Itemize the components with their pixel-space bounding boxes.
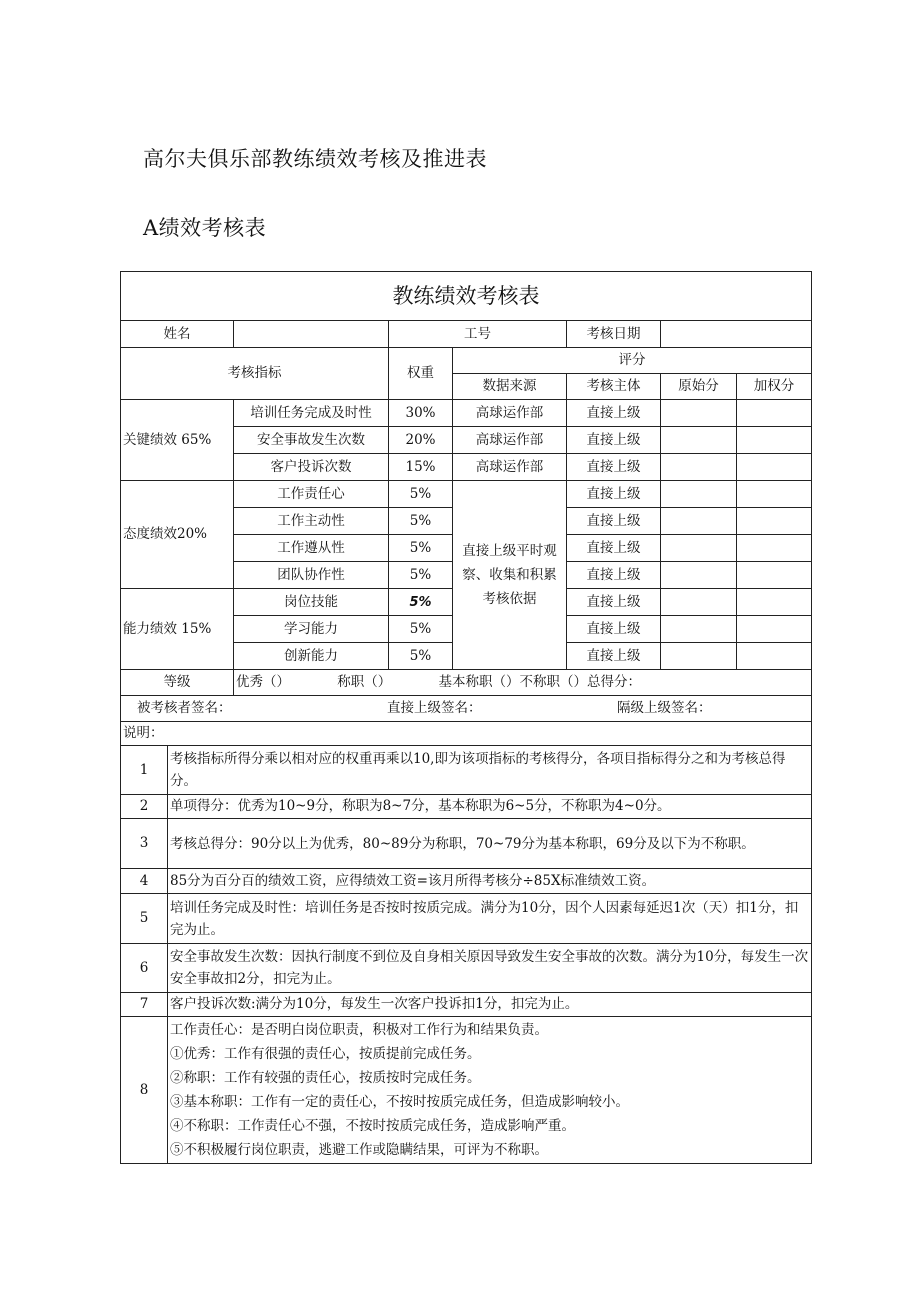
source-value: 高球运作部 — [453, 427, 567, 454]
weighted-score-cell[interactable] — [737, 562, 812, 589]
indicator-header: 考核指标 — [121, 348, 389, 400]
raw-score-cell[interactable] — [661, 562, 737, 589]
weighted-score-cell[interactable] — [737, 589, 812, 616]
source-value: 高球运作部 — [453, 400, 567, 427]
group-attitude-performance: 态度绩效20% — [121, 481, 234, 589]
weighted-score-cell[interactable] — [737, 535, 812, 562]
info-row — [121, 321, 812, 348]
subject-value: 直接上级 — [567, 427, 661, 454]
subject-value: 直接上级 — [567, 589, 661, 616]
note-text: 安全事故发生次数：因执行制度不到位及自身相关原因导致发生安全事故的次数。满分为10分，每发生一次安全事故扣2分，扣完为止。 — [168, 944, 812, 993]
weighted-score-cell[interactable] — [737, 508, 812, 535]
note-row — [121, 1017, 812, 1164]
indicator-item: 客户投诉次数 — [234, 454, 389, 481]
note-line: ⑤不积极履行岗位职责，逃避工作或隐瞒结果，可评为不称职。 — [170, 1142, 548, 1158]
raw-score-cell[interactable] — [661, 535, 737, 562]
weight-value: 20% — [389, 427, 453, 454]
group-key-performance: 关键绩效 65% — [121, 400, 234, 481]
section-title: A绩效考核表 — [143, 216, 267, 240]
grade-options[interactable]: 优秀（） 称职（） 基本称职（）不称职（）总得分： — [234, 670, 812, 696]
note-text: 考核总得分：90分以上为优秀，80~89分为称职，70~79分为基本称职，69分及以下为不称职。 — [168, 819, 812, 869]
weight-value: 15% — [389, 454, 453, 481]
weighted-score-cell[interactable] — [737, 427, 812, 454]
subject-value: 直接上级 — [567, 454, 661, 481]
note-text: 85分为百分百的绩效工资，应得绩效工资=该月所得考核分÷85X标准绩效工资。 — [168, 869, 812, 894]
group-ability-performance: 能力绩效 15% — [121, 589, 234, 670]
raw-score-header: 原始分 — [661, 374, 737, 400]
note-line: ④不称职：工作责任心不强，不按时按质完成任务，造成影响严重。 — [170, 1118, 575, 1134]
raw-score-cell[interactable] — [661, 508, 737, 535]
indicator-item: 岗位技能 — [234, 589, 389, 616]
assessment-date-field[interactable] — [661, 321, 812, 348]
note-number: 1 — [121, 746, 168, 795]
subject-value: 直接上级 — [567, 508, 661, 535]
note-line: 工作责任心：是否明白岗位职责，积极对工作行为和结果负责。 — [170, 1022, 548, 1038]
direct-supervisor-signature-label: 直接上级签名： — [387, 700, 482, 716]
indicator-item: 学习能力 — [234, 616, 389, 643]
header-row-1 — [121, 348, 812, 374]
weight-value: 5% — [389, 562, 453, 589]
table-caption: 教练绩效考核表 — [121, 272, 812, 321]
signature-row — [121, 696, 812, 722]
note-line: ③基本称职：工作有一定的责任心，不按时按质完成任务，但造成影响较小。 — [170, 1094, 629, 1110]
weight-value: 5% — [389, 481, 453, 508]
indicator-item: 团队协作性 — [234, 562, 389, 589]
indicator-item: 创新能力 — [234, 643, 389, 670]
indicator-item: 安全事故发生次数 — [234, 427, 389, 454]
subject-value: 直接上级 — [567, 616, 661, 643]
score-header: 评分 — [453, 348, 812, 374]
note-number: 2 — [121, 795, 168, 819]
note-number: 8 — [121, 1017, 168, 1164]
note-row — [121, 944, 812, 993]
weight-value: 5% — [389, 616, 453, 643]
weight-value: 5% — [389, 535, 453, 562]
subject-value: 直接上级 — [567, 562, 661, 589]
raw-score-cell[interactable] — [661, 481, 737, 508]
weighted-score-cell[interactable] — [737, 454, 812, 481]
weight-header: 权重 — [389, 348, 453, 400]
note-number: 7 — [121, 993, 168, 1017]
raw-score-cell[interactable] — [661, 454, 737, 481]
table-row — [121, 481, 812, 508]
note-row — [121, 795, 812, 819]
note-number: 5 — [121, 894, 168, 944]
note-text: 考核指标所得分乘以相对应的权重再乘以10,即为该项指标的考核得分，各项目指标得分之和为考核总得分。 — [168, 746, 812, 795]
raw-score-cell[interactable] — [661, 589, 737, 616]
subject-header: 考核主体 — [567, 374, 661, 400]
note-row — [121, 993, 812, 1017]
note-row — [121, 819, 812, 869]
indicator-item: 培训任务完成及时性 — [234, 400, 389, 427]
note-line: ①优秀：工作有很强的责任心，按质提前完成任务。 — [170, 1046, 481, 1062]
indicator-item: 工作遵从性 — [234, 535, 389, 562]
grade-row — [121, 670, 812, 696]
name-label: 姓名 — [121, 321, 234, 348]
name-field[interactable] — [234, 321, 389, 348]
raw-score-cell[interactable] — [661, 400, 737, 427]
note-row — [121, 869, 812, 894]
assessment-table-wrapper — [120, 271, 811, 1164]
subject-value: 直接上级 — [567, 481, 661, 508]
note-text: 单项得分：优秀为10~9分，称职为8~7分，基本称职为6~5分，不称职为4~0分。 — [168, 795, 812, 819]
document-title: 高尔夫俱乐部教练绩效考核及推进表 — [143, 147, 487, 171]
note-text: 客户投诉次数:满分为10分，每发生一次客户投诉扣1分，扣完为止。 — [168, 993, 812, 1017]
raw-score-cell[interactable] — [661, 427, 737, 454]
table-row — [121, 400, 812, 427]
weighted-score-cell[interactable] — [737, 400, 812, 427]
note-line: ②称职：工作有较强的责任心，按质按时完成任务。 — [170, 1070, 481, 1086]
assessee-signature-label: 被考核者签名： — [137, 700, 232, 716]
weight-value: 5% — [389, 643, 453, 670]
source-header: 数据来源 — [453, 374, 567, 400]
indicator-item: 工作主动性 — [234, 508, 389, 535]
employee-id-label: 工号 — [389, 321, 567, 348]
weighted-score-cell[interactable] — [737, 643, 812, 670]
note-row — [121, 746, 812, 795]
note-number: 3 — [121, 819, 168, 869]
raw-score-cell[interactable] — [661, 616, 737, 643]
note-text-multiline — [168, 1017, 812, 1164]
notes-label-row — [121, 722, 812, 746]
grade-label: 等级 — [121, 670, 234, 696]
weight-value: 5% — [389, 589, 453, 616]
note-text: 培训任务完成及时性：培训任务是否按时按质完成。满分为10分，因个人因素每延迟1次（天）扣1分，扣完为止。 — [168, 894, 812, 944]
subject-value: 直接上级 — [567, 400, 661, 427]
assessment-table — [120, 271, 812, 1164]
note-number: 4 — [121, 869, 168, 894]
assessment-date-label: 考核日期 — [567, 321, 661, 348]
weight-value: 5% — [389, 508, 453, 535]
weighted-score-cell[interactable] — [737, 481, 812, 508]
subject-value: 直接上级 — [567, 535, 661, 562]
skip-level-signature-label: 隔级上级签名： — [617, 700, 712, 716]
raw-score-cell[interactable] — [661, 643, 737, 670]
notes-label: 说明： — [121, 722, 812, 746]
signature-cell — [121, 696, 812, 722]
weighted-score-cell[interactable] — [737, 616, 812, 643]
note-number: 6 — [121, 944, 168, 993]
source-value: 高球运作部 — [453, 454, 567, 481]
weighted-score-header: 加权分 — [737, 374, 812, 400]
shared-source-value: 直接上级平时观察、收集和积累考核依据 — [453, 481, 567, 670]
subject-value: 直接上级 — [567, 643, 661, 670]
weight-value: 30% — [389, 400, 453, 427]
note-row — [121, 894, 812, 944]
indicator-item: 工作责任心 — [234, 481, 389, 508]
